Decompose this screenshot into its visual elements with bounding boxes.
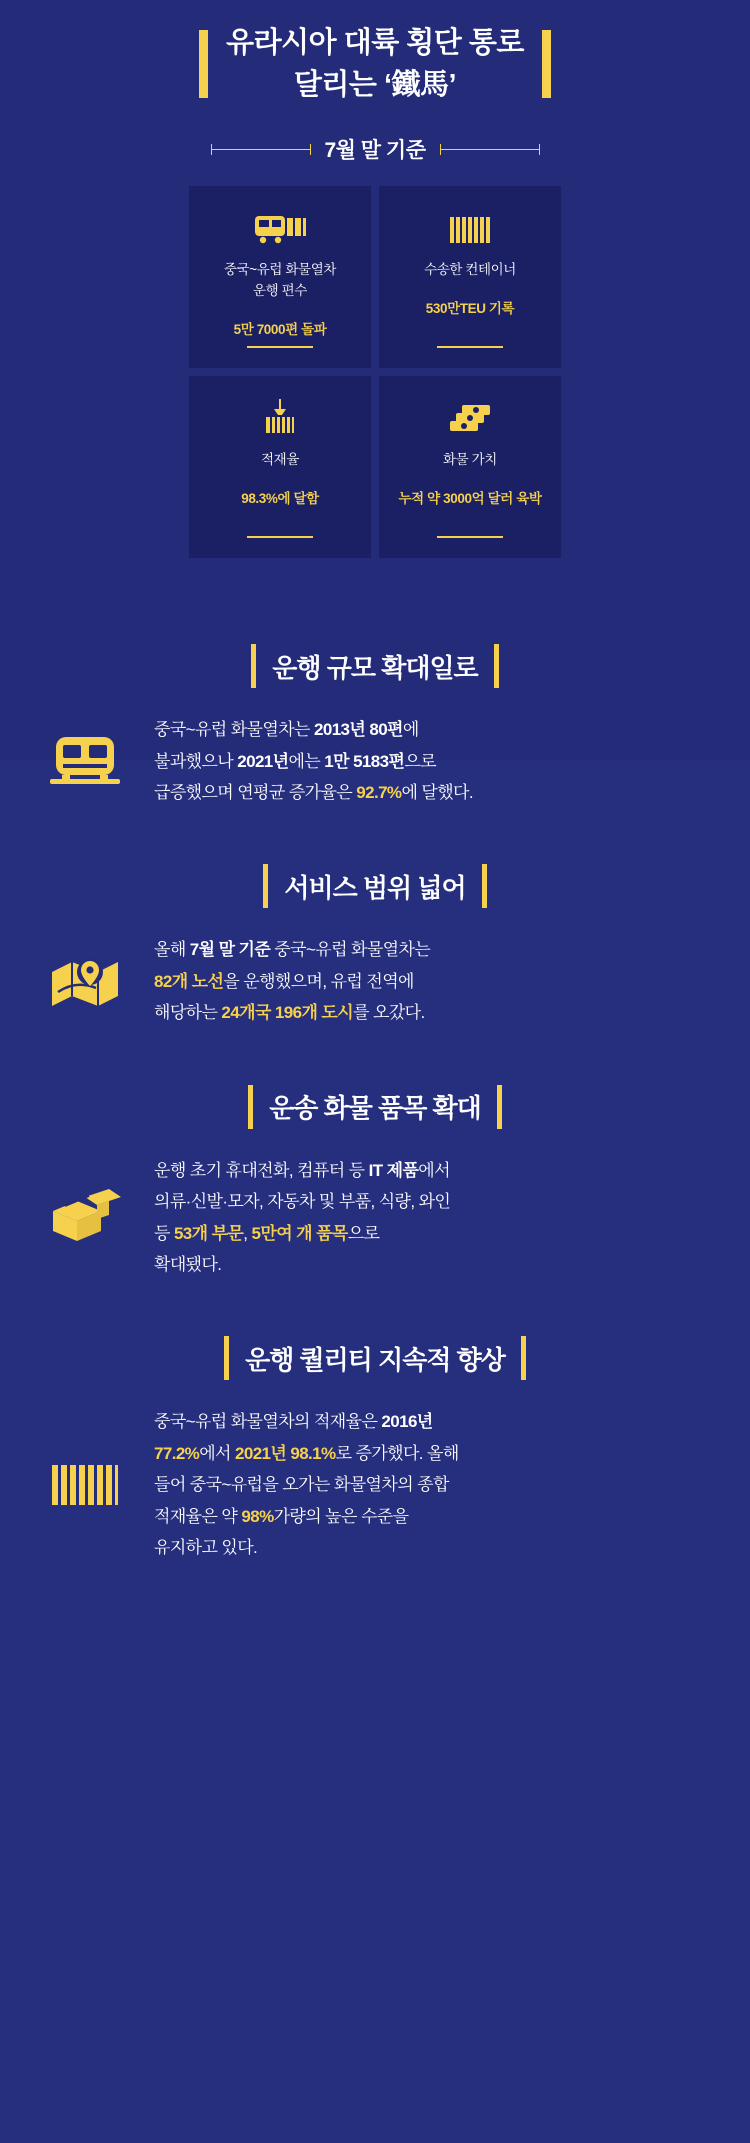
title-text <box>226 22 524 106</box>
stat-card <box>189 376 371 558</box>
section-accent-bar-right <box>497 1085 502 1129</box>
section-text <box>154 1406 459 1563</box>
stat-card <box>379 186 561 368</box>
title-accent-bar-left <box>199 30 208 98</box>
title-line-1: 유라시아 대륙 횡단 통로 <box>226 27 524 59</box>
text-line: 유지하고 있다. <box>154 1538 258 1558</box>
card-underline <box>247 346 313 348</box>
section-cargo-items <box>0 1085 750 1281</box>
boxes-icon <box>42 1187 128 1249</box>
section-body <box>0 1406 750 1563</box>
section-accent-bar-right <box>494 644 499 688</box>
text-line: 들어 중국~유럽을 오가는 화물열차의 종합 <box>154 1475 449 1495</box>
text-line: 올해 7월 말 기준 중국~유럽 화물열차는 <box>154 940 431 960</box>
train-front-icon <box>42 733 128 789</box>
container-icon <box>446 208 494 250</box>
section-accent-bar-left <box>248 1085 253 1129</box>
section-body <box>0 714 750 808</box>
card-underline <box>247 536 313 538</box>
rule-left-icon <box>211 149 311 150</box>
stat-card-label: 수송한 컨테이너 <box>424 262 516 278</box>
section-text <box>154 1155 450 1281</box>
text-line: 해당하는 24개국 196개 도시를 오갔다. <box>154 1003 425 1023</box>
text-line: 급증했으며 연평균 증가율은 92.7%에 달했다. <box>154 782 473 802</box>
text-line: 불과했으나 2021년에는 1만 5183편으로 <box>154 751 436 771</box>
section-text <box>154 934 430 1028</box>
section-header <box>0 1336 750 1380</box>
train-icon <box>253 208 307 250</box>
text-line: 중국~유럽 화물열차의 적재율은 2016년 <box>154 1412 433 1432</box>
containers-row-icon <box>42 1457 128 1513</box>
text-line: 의류·신발·모자, 자동차 및 부품, 식량, 와인 <box>154 1192 451 1212</box>
card-underline <box>437 346 503 348</box>
section-title: 운송 화물 품목 확대 <box>269 1093 481 1124</box>
text-line: 적재율은 약 98%가량의 높은 수준을 <box>154 1506 409 1526</box>
title-accent-bar-right <box>542 30 551 98</box>
crane-container-icon <box>260 398 300 440</box>
stat-card-grid <box>189 186 561 558</box>
section-header <box>0 644 750 688</box>
section-body <box>0 934 750 1028</box>
section-accent-bar-right <box>521 1336 526 1380</box>
stat-card-label: 중국~유럽 화물열차 운행 편수 <box>224 262 336 299</box>
stat-card-label: 적재율 <box>261 452 299 468</box>
section-operation-scale <box>0 644 750 808</box>
rule-right-icon <box>440 149 540 150</box>
stat-card-value: 98.3%에 달함 <box>241 491 319 507</box>
section-title: 서비스 범위 넓어 <box>284 872 466 903</box>
text-line: 82개 노선을 운행했으며, 유럽 전역에 <box>154 971 414 991</box>
page-title <box>0 0 750 106</box>
stat-card-value: 누적 약 3000억 달러 육박 <box>398 491 542 507</box>
text-line: 중국~유럽 화물열차는 2013년 80편에 <box>154 720 419 740</box>
text-line: 운행 초기 휴대전화, 컴퓨터 등 IT 제품에서 <box>154 1160 450 1180</box>
subtitle-row <box>0 134 750 164</box>
section-quality-improvement <box>0 1336 750 1563</box>
stat-card-value: 530만TEU 기록 <box>425 301 515 317</box>
subtitle-text: 7월 말 기준 <box>324 139 426 163</box>
stat-card <box>189 186 371 368</box>
stat-card-label: 화물 가치 <box>443 452 497 468</box>
section-header <box>0 864 750 908</box>
text-line: 확대됐다. <box>154 1255 222 1275</box>
section-accent-bar-left <box>263 864 268 908</box>
title-line-2: 달리는 ‘鐵馬’ <box>293 69 457 102</box>
section-accent-bar-left <box>224 1336 229 1380</box>
section-header <box>0 1085 750 1129</box>
section-service-range <box>0 864 750 1028</box>
stat-card <box>379 376 561 558</box>
stat-card-value: 5만 7000편 돌파 <box>233 321 327 337</box>
section-title: 운행 퀄리티 지속적 향상 <box>245 1344 505 1375</box>
money-stack-icon <box>446 398 494 440</box>
section-accent-bar-left <box>251 644 256 688</box>
section-title: 운행 규모 확대일로 <box>272 652 478 683</box>
text-line: 등 53개 부문, 5만여 개 품목으로 <box>154 1223 380 1243</box>
map-pin-icon <box>42 952 128 1012</box>
card-underline <box>437 536 503 538</box>
section-text <box>154 714 473 808</box>
text-line: 77.2%에서 2021년 98.1%로 증가했다. 올해 <box>154 1443 459 1463</box>
section-accent-bar-right <box>482 864 487 908</box>
section-body <box>0 1155 750 1281</box>
